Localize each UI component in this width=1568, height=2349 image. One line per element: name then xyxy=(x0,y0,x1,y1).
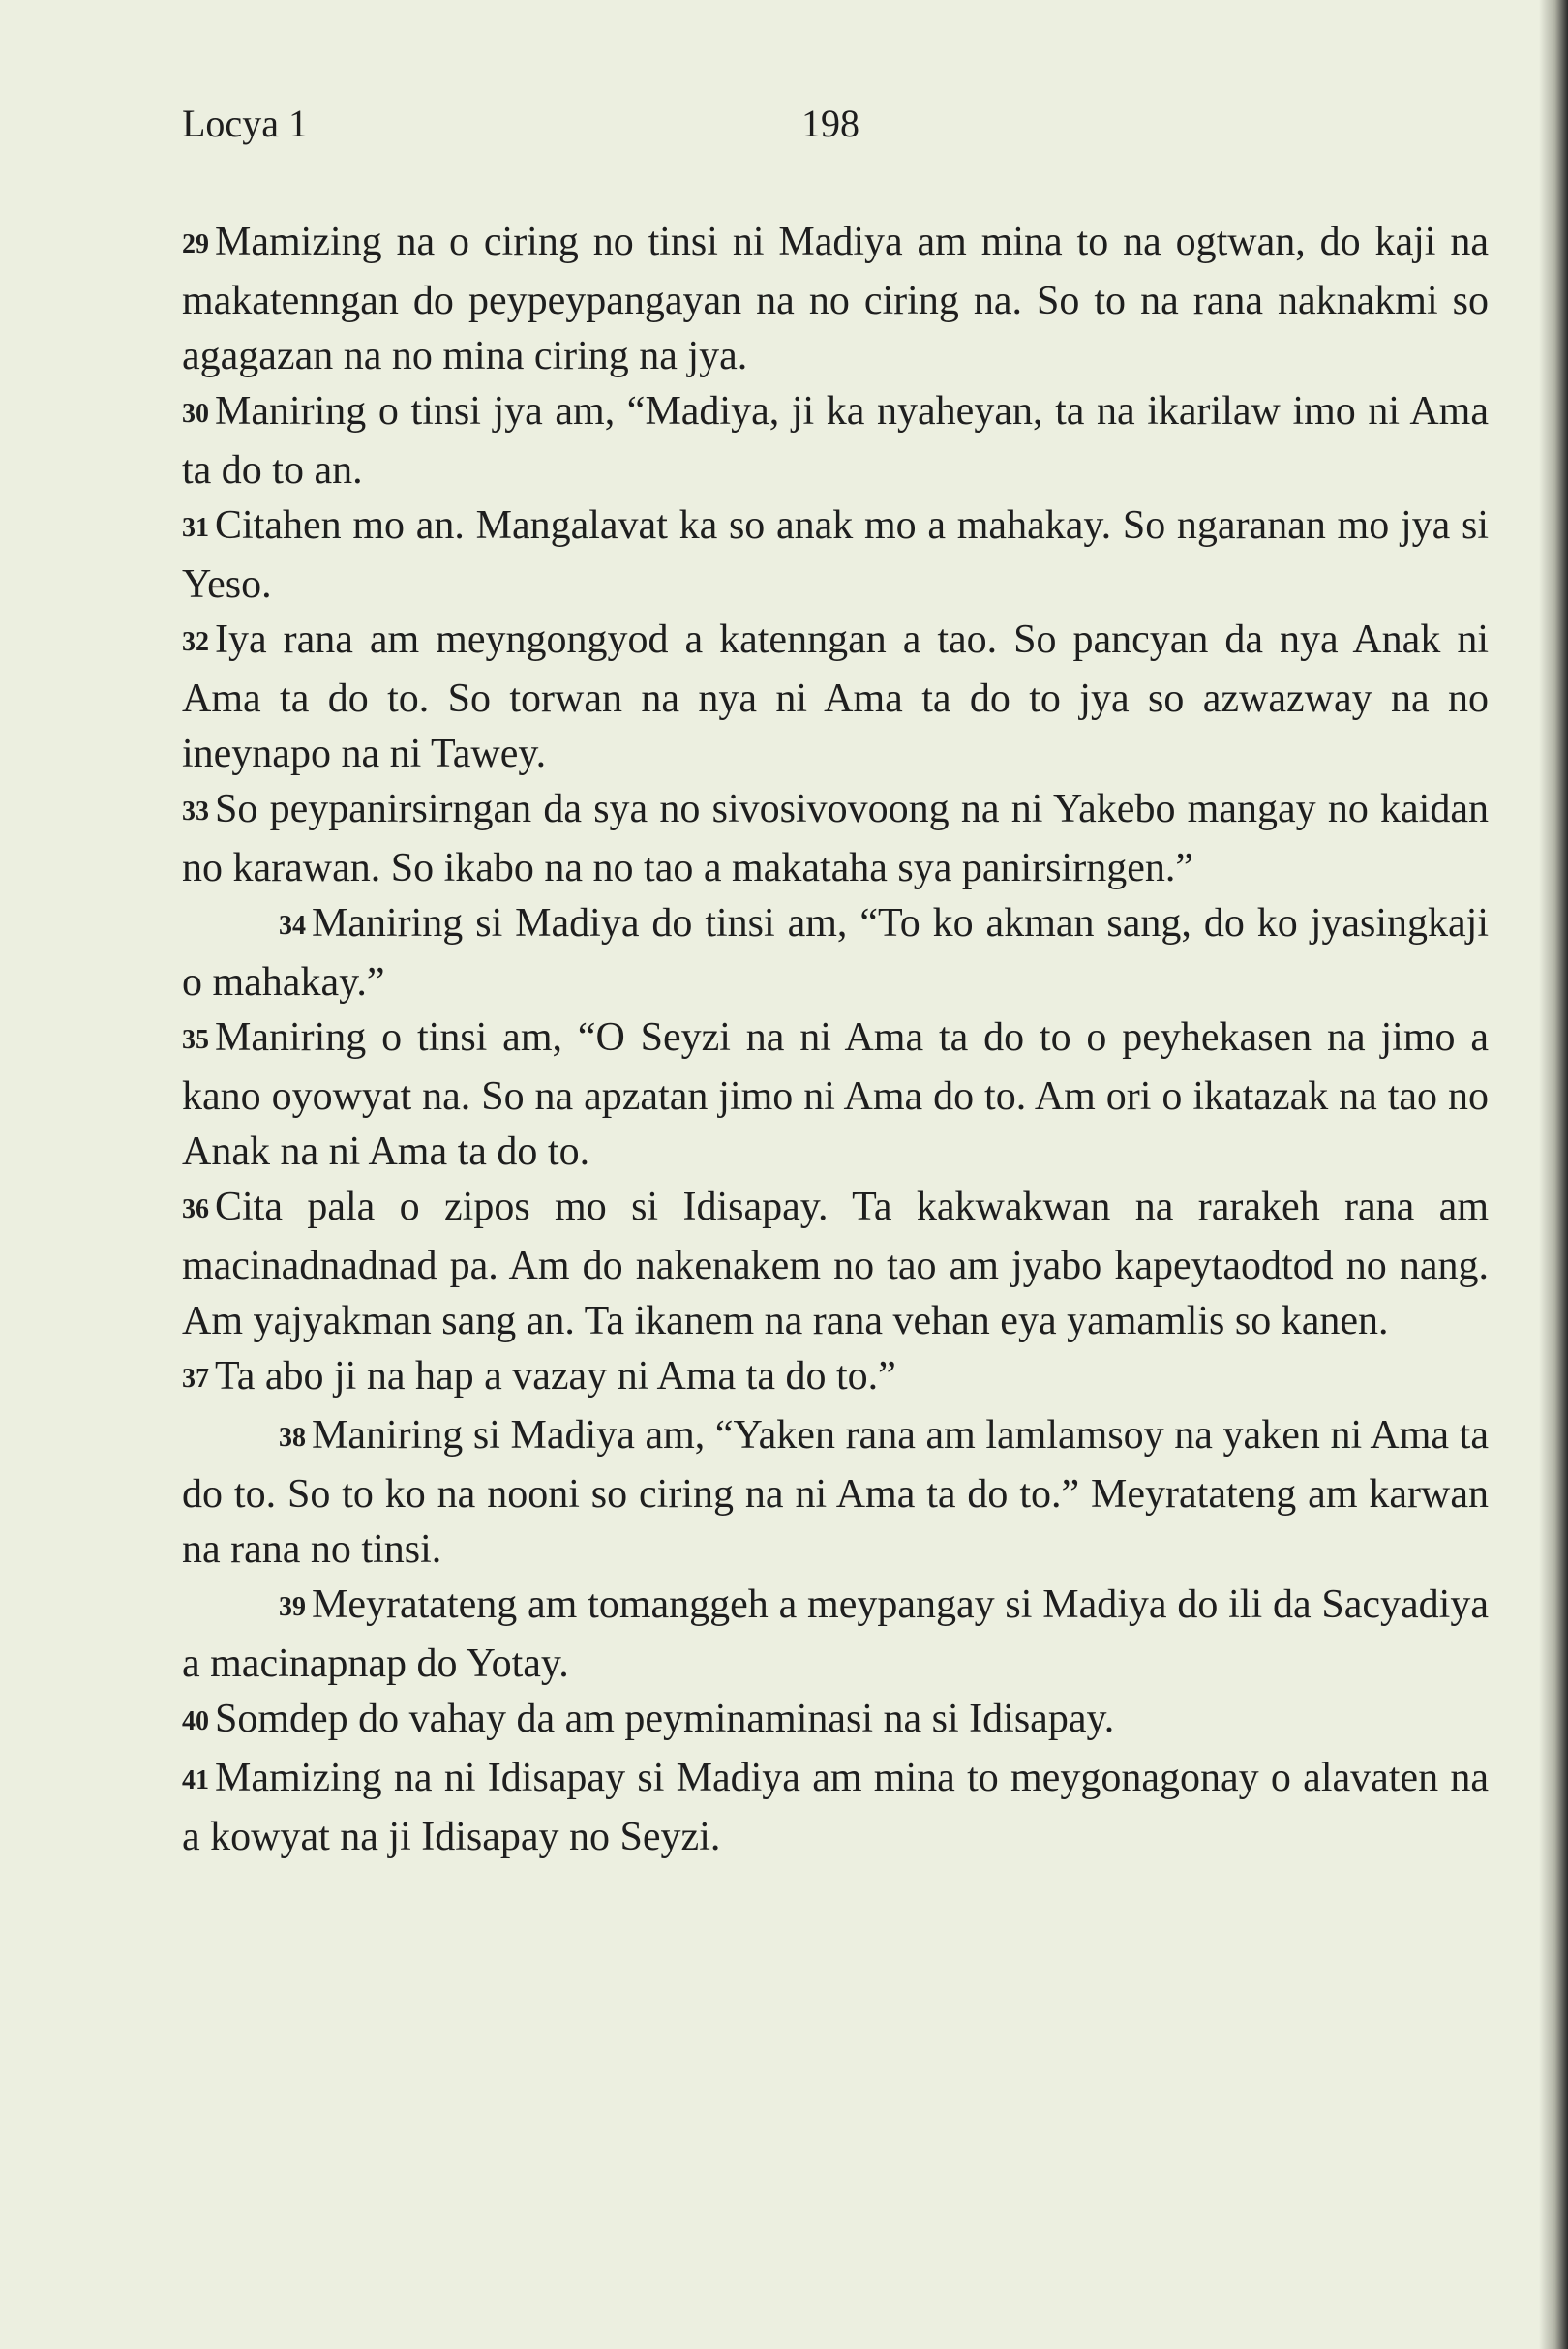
verse-text: Maniring o tinsi jya am, “Madiya, ji ka nyaheyan, ta na ikarilaw imo ni Ama ta do to an. xyxy=(182,389,1489,493)
verse-text: Cita pala o zipos mo si Idisapay. Ta kakwakwan na rarakeh rana am macinadnadnad pa. Am do nakenakem no tao am jyabo kapeytaodtod no nang. Am yajyakman sang an. Ta ikanem na rana vehan eya yamamlis so kanen. xyxy=(182,1185,1489,1343)
verse-text: So peypanirsirngan da sya no sivosivovoong na ni Yakebo mangay no kaidan no karawan. So ikabo na no tao a makataha sya panirsirngen.” xyxy=(182,787,1489,890)
verse-number: 41 xyxy=(182,1765,209,1795)
verse-36 xyxy=(182,1180,1489,1349)
verse-number: 35 xyxy=(182,1025,209,1055)
verse-text: Maniring si Madiya do tinsi am, “To ko akman sang, do ko jyasingkaji o mahakay.” xyxy=(182,901,1489,1005)
running-head-book: Locya 1 xyxy=(182,102,308,145)
verse-29 xyxy=(182,215,1489,384)
verse-number: 38 xyxy=(279,1423,306,1453)
verse-text: Maniring o tinsi am, “O Seyzi na ni Ama ta do to o peyhekasen na jimo a kano oyowyat na. So na apzatan jimo ni Ama do to. Am ori o ikatazak na tao no Anak na ni Ama ta do to. xyxy=(182,1015,1489,1174)
verse-number: 37 xyxy=(182,1364,209,1394)
verse-number: 33 xyxy=(182,797,209,827)
verse-38 xyxy=(182,1408,1489,1578)
verse-39 xyxy=(182,1578,1489,1692)
verse-text: Mamizing na o ciring no tinsi ni Madiya am mina to na ogtwan, do kaji na makatenngan do peypeypangayan na no ciring na. So to na rana naknakmi so agagazan na no mina ciring na jya. xyxy=(182,220,1489,378)
verse-35 xyxy=(182,1010,1489,1180)
verse-32 xyxy=(182,613,1489,782)
verse-number: 30 xyxy=(182,399,209,429)
verse-37 xyxy=(182,1349,1489,1408)
verse-text: Meyratateng am tomanggeh a meypangay si Madiya do ili da Sacyadiya a macinapnap do Yotay. xyxy=(182,1582,1489,1686)
page-header xyxy=(182,95,1489,153)
verse-40 xyxy=(182,1692,1489,1751)
verse-number: 31 xyxy=(182,513,209,543)
verse-text: Mamizing na ni Idisapay si Madiya am mina to meygonagonay o alavaten na a kowyat na ji Idisapay no Seyzi. xyxy=(182,1756,1489,1859)
verse-text: Citahen mo an. Mangalavat ka so anak mo a mahakay. So ngaranan mo jya si Yeso. xyxy=(182,503,1489,607)
page-edge-shadow xyxy=(1539,0,1568,2349)
verse-text: Ta abo ji na hap a vazay ni Ama ta do to.” xyxy=(215,1354,896,1399)
verse-text: Somdep do vahay da am peyminaminasi na si Idisapay. xyxy=(215,1697,1115,1741)
page-number: 198 xyxy=(801,102,859,145)
verse-number: 29 xyxy=(182,229,209,259)
verse-text: Maniring si Madiya am, “Yaken rana am lamlamsoy na yaken ni Ama ta do to. So to ko na nooni so ciring na ni Ama ta do to.” Meyratateng am karwan na rana no tinsi. xyxy=(182,1413,1489,1572)
verse-number: 34 xyxy=(279,911,306,941)
verse-number: 39 xyxy=(279,1592,306,1622)
verse-30 xyxy=(182,384,1489,498)
verse-number: 40 xyxy=(182,1706,209,1736)
verse-34 xyxy=(182,896,1489,1010)
verse-31 xyxy=(182,498,1489,613)
verse-33 xyxy=(182,782,1489,896)
verse-number: 36 xyxy=(182,1194,209,1224)
verse-41 xyxy=(182,1751,1489,1865)
scripture-text xyxy=(182,215,1489,1865)
verse-text: Iya rana am meyngongyod a katenngan a tao. So pancyan da nya Anak ni Ama ta do to. So torwan na nya ni Ama ta do to jya so azwazway na no ineynapo na ni Tawey. xyxy=(182,617,1489,776)
verse-number: 32 xyxy=(182,627,209,657)
